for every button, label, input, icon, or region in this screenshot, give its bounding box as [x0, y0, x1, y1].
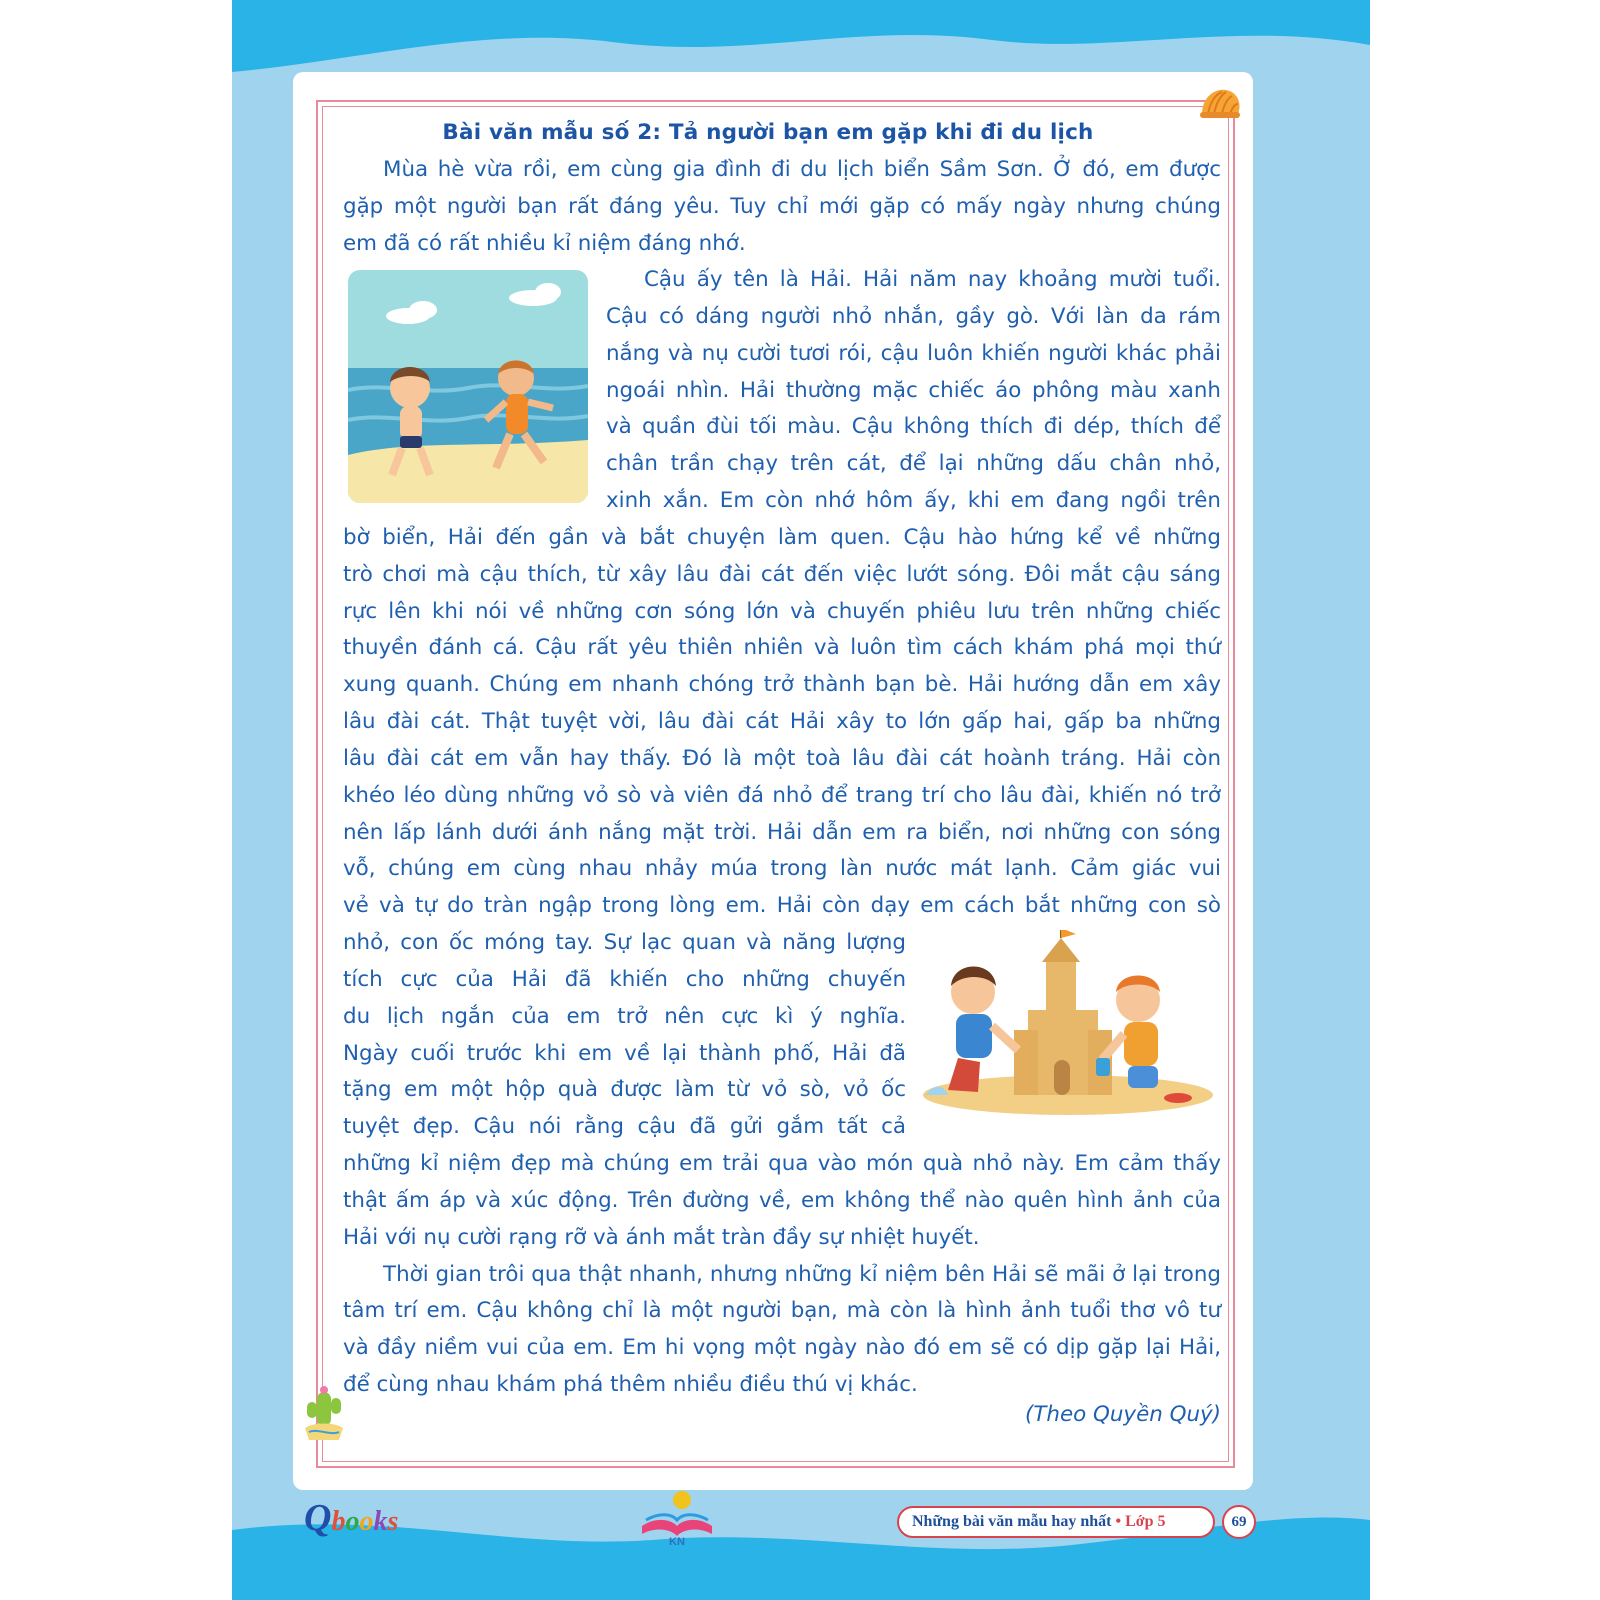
text-line: để cùng nhau khám phá thêm nhiều điều thú vị khác.	[343, 1372, 918, 1397]
text-line: rực lên khi nói về những cơn sóng lớn và chuyến phiêu lưu trên những chiếc	[343, 599, 1221, 624]
text-line: bờ biển, Hải đến gần và bắt chuyện làm quen. Cậu hào hứng kể về những	[343, 525, 1221, 550]
text-line: khéo léo dùng những vỏ sò và viên đá nhỏ để trang trí cho lâu đài, khiến nó trở	[343, 783, 1221, 808]
text-line: tích cực của Hải đã khiến cho những chuyến	[343, 967, 906, 992]
publisher-logo-text: KN	[669, 1536, 685, 1546]
text-line: xung quanh. Chúng em nhanh chóng trở thành bạn bè. Hải hướng dẫn em xây	[343, 672, 1221, 697]
text-line: tặng em một hộp quà được làm từ vỏ sò, vỏ ốc	[343, 1077, 906, 1102]
text-line: tâm trí em. Cậu không chỉ là một người bạn, mà còn là hình ảnh tuổi thơ vô tư	[343, 1298, 1221, 1323]
text-line: thuyền đánh cá. Cậu rất yêu thiên nhiên và luôn tìm cách khám phá mọi thứ	[343, 635, 1221, 660]
text-line: vẻ và tự do tràn ngập trong lòng em. Hải còn dạy em cách bắt những con sò	[343, 893, 1221, 918]
text-line: Thời gian trôi qua thật nhanh, nhưng những kỉ niệm bên Hải sẽ mãi ở lại trong	[383, 1262, 1221, 1287]
text-line: thật ấm áp và xúc động. Trên đường về, em không thể nào quên hình ảnh của	[343, 1188, 1221, 1213]
page	[232, 0, 1370, 1600]
text-line: những kỉ niệm đẹp mà chúng em trải qua vào món quà nhỏ này. Em cảm thấy	[343, 1151, 1221, 1176]
text-line: tuyệt đẹp. Cậu nói rằng cậu đã gửi gắm tất cả	[343, 1114, 906, 1139]
qbooks-logo: Qbooks	[304, 1497, 399, 1539]
text-line: ngoái nhìn. Hải thường mặc chiếc áo phông màu xanh	[606, 378, 1221, 403]
text-line: lâu đài cát. Thật tuyệt vời, lâu đài cát Hải xây to lớn gấp hai, gấp ba những	[343, 709, 1221, 734]
text-line: lâu đài cát em vẫn hay thấy. Đó là một toà lâu đài cát hoành tráng. Hải còn	[343, 746, 1221, 771]
kids-running-beach-illustration	[348, 270, 588, 503]
text-line: gặp một người bạn rất đáng yêu. Tuy chỉ mới gặp có mấy ngày nhưng chúng	[343, 194, 1221, 219]
text-line: em đã có rất nhiều kỉ niệm đáng nhớ.	[343, 231, 746, 256]
text-line: nên lấp lánh dưới ánh nắng mặt trời. Hải dẫn em ra biển, nơi những con sóng	[343, 820, 1221, 845]
text-line: và quần đùi tối màu. Cậu không thích đi dép, thích để	[606, 414, 1221, 439]
seashell-icon	[1198, 84, 1244, 124]
text-line: Cậu có dáng người nhỏ nhắn, gầy gò. Với làn da rám	[606, 304, 1221, 329]
text-line: trò chơi mà cậu thích, từ xây lâu đài cát đến việc lướt sóng. Đôi mắt cậu sáng	[343, 562, 1221, 587]
publisher-book-logo	[632, 1486, 722, 1546]
text-line: xinh xắn. Em còn nhớ hôm ấy, khi em đang ngồi trên	[606, 488, 1221, 513]
text-line: du lịch ngắn của em trở nên cực kì ý nghĩa.	[343, 1004, 906, 1029]
book-title-badge: Những bài văn mẫu hay nhất • Lớp 5	[897, 1506, 1215, 1538]
text-line: chân trần chạy trên cát, để lại những dấu chân nhỏ,	[606, 451, 1221, 476]
text-line: nắng và nụ cười tươi rói, cậu luôn khiến người khác phải	[606, 341, 1221, 366]
text-line: nhỏ, con ốc móng tay. Sự lạc quan và năng lượng	[343, 930, 906, 955]
essay-title: Bài văn mẫu số 2: Tả người bạn em gặp khi đi du lịch	[442, 120, 1094, 145]
text-line: Mùa hè vừa rồi, em cùng gia đình đi du lịch biển Sầm Sơn. Ở đó, em được	[383, 157, 1221, 182]
page-number: 69	[1222, 1505, 1256, 1539]
text-line: vỗ, chúng em cùng nhau nhảy múa trong làn nước mát lạnh. Cảm giác vui	[343, 856, 1221, 881]
content-card	[293, 72, 1253, 1490]
cactus-icon	[303, 1384, 345, 1442]
text-line: và đầy niềm vui của em. Em hi vọng một ngày nào đó em sẽ có dịp gặp lại Hải,	[343, 1335, 1221, 1360]
kids-sandcastle-illustration	[918, 930, 1213, 1120]
credit-text: (Theo Quyền Quý)	[1025, 1402, 1221, 1427]
text-line: Ngày cuối trước khi em về lại thành phố, Hải đã	[343, 1041, 906, 1066]
text-line: Cậu ấy tên là Hải. Hải năm nay khoảng mười tuổi.	[644, 267, 1221, 292]
text-line: Hải với nụ cười rạng rỡ và ánh mắt tràn đầy sự nhiệt huyết.	[343, 1225, 980, 1250]
